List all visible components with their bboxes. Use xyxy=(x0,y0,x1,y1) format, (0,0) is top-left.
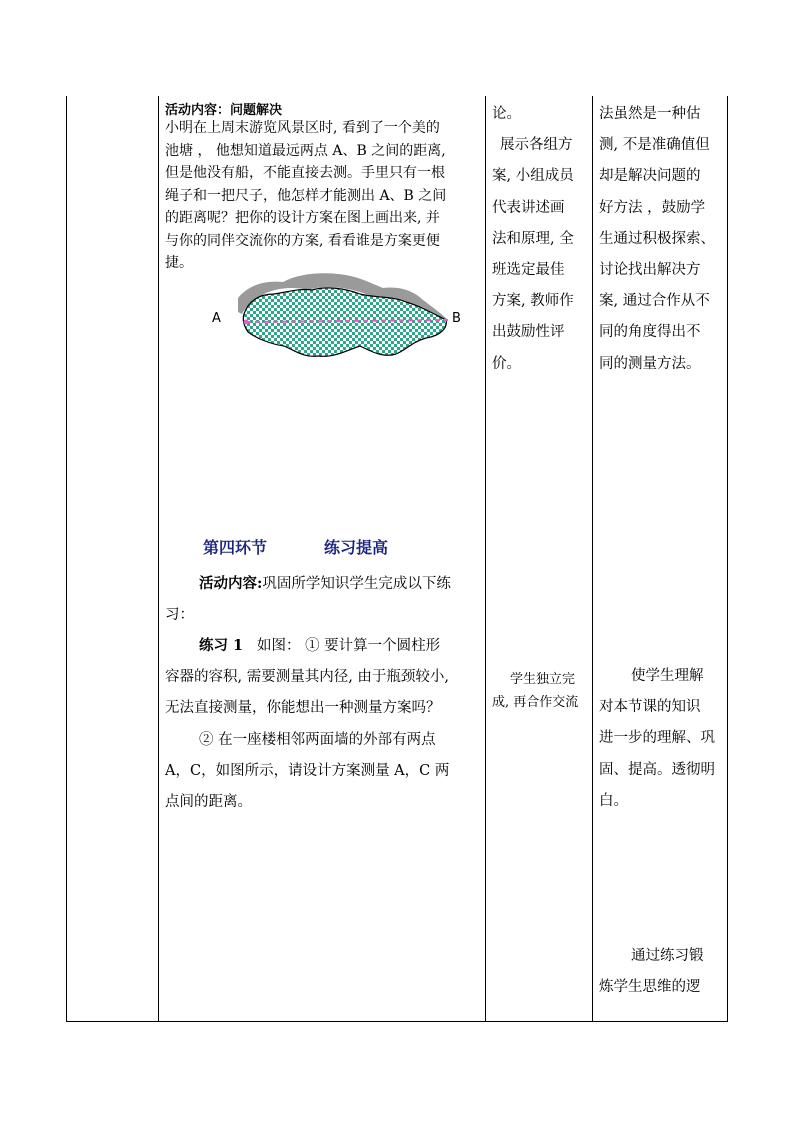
activity2-label: 活动内容: xyxy=(199,575,263,592)
problem-line: 捷。 xyxy=(165,255,193,271)
col4-mid-line: 固、提高。透彻明 xyxy=(599,761,715,778)
col4-mid-line: 进一步的理解、巩 xyxy=(599,730,715,747)
table-col-divider-1 xyxy=(158,96,159,1022)
col4-line: 同的测量方法。 xyxy=(599,355,701,372)
pond-figure-svg xyxy=(208,266,468,366)
col4-line: 案, 通过合作从不 xyxy=(599,293,710,310)
problem-line: 与你的同伴交流你的方案, 看看谁是方案更便 xyxy=(165,232,440,249)
ex1-line-1 xyxy=(199,634,440,655)
ex2-line-3: 点间的距离。 xyxy=(165,794,252,810)
table-col-divider-3 xyxy=(592,96,593,1022)
activity2-line-1 xyxy=(199,572,451,593)
col3-line: 班选定最佳 xyxy=(492,262,565,279)
col3-line: 方案, 教师作 xyxy=(492,293,574,310)
col4-mid-line: 白。 xyxy=(599,792,628,809)
col4-line: 生通过积极探索、 xyxy=(599,230,715,247)
ex1-line-3: 无法直接测量，你能想出一种测量方案吗？ xyxy=(165,700,441,716)
ex1-label: 练习 1 xyxy=(199,637,244,654)
col4-line: 测, 不是准确值但 xyxy=(599,137,710,154)
col3-line: 代表讲述画 xyxy=(492,199,565,216)
table-left-border xyxy=(66,96,67,1022)
problem-line: 但是他没有船，不能直接去测。手里只有一根 xyxy=(165,165,445,181)
col3-line: 论。 xyxy=(492,106,521,122)
col4-top-text xyxy=(599,99,723,380)
table-right-border xyxy=(727,96,728,1022)
ex2-line-1: ② 在一座楼相邻两面墙的外部有两点 xyxy=(199,732,436,748)
activity2-text: 巩固所学知识学生完成以下练 xyxy=(262,576,451,592)
col4-mid-line: 对本节课的知识 xyxy=(599,699,701,716)
col3-line: 价。 xyxy=(492,355,521,372)
col4-line: 讨论找出解决方 xyxy=(599,262,701,279)
col4-mid-text xyxy=(599,661,723,817)
col4-line: 法虽然是一种估 xyxy=(599,106,701,122)
activity2-line-2: 习： xyxy=(165,607,194,623)
problem-text xyxy=(165,117,480,275)
problem-line: 绳子和一把尺子，他怎样才能测出 A、B 之间 xyxy=(165,187,447,204)
col4-line: 却是解决问题的 xyxy=(599,168,701,185)
table-col-divider-2 xyxy=(485,96,486,1022)
col4-bottom-line: 通过练习锻 xyxy=(631,948,704,964)
col4-bottom-line: 炼学生思维的逻 xyxy=(599,979,701,996)
ex1-text: 如图： ① 要计算一个圆柱形 xyxy=(256,638,441,654)
col3-line: 展示各组方 xyxy=(500,137,573,154)
section-subtitle: 练习提高 xyxy=(324,538,389,557)
pond-figure xyxy=(208,266,468,366)
problem-line: 池塘 ， 他想知道最远两点 A、B 之间的距离, xyxy=(165,142,446,159)
table-bottom-border xyxy=(66,1021,728,1022)
col3-top-text xyxy=(492,99,586,380)
col3-line: 案, 小组成员 xyxy=(492,168,574,185)
problem-line: 小明在上周末游览风景区时, 看到了一个美的 xyxy=(165,120,440,136)
problem-line: 的距离呢？把你的设计方案在图上画出来, 并 xyxy=(165,210,440,226)
section-title: 第四环节 xyxy=(203,538,268,557)
col4-bottom-text xyxy=(599,941,723,1003)
col3-line: 出鼓励性评 xyxy=(492,324,565,341)
col3-mid-line-2: 成, 再合作交流 xyxy=(492,695,579,710)
ex2-line-2: A，C，如图所示，请设计方案测量 A，C 两 xyxy=(165,763,450,779)
point-a-label: A xyxy=(212,311,221,326)
point-b-label: B xyxy=(452,311,461,326)
point-a-marker xyxy=(244,320,249,325)
ex1-line-2: 容器的容积, 需要测量其内径, 由于瓶颈较小, xyxy=(165,669,450,685)
col3-line: 法和原理, 全 xyxy=(492,230,574,247)
col3-mid-line-1: 学生独立完 xyxy=(510,672,576,687)
col4-mid-line: 使学生理解 xyxy=(631,668,704,684)
col4-line: 同的角度得出不 xyxy=(599,324,701,341)
activity-label: 活动内容：问题解决 xyxy=(165,103,283,118)
col4-line: 好方法 ，鼓励学 xyxy=(599,199,706,216)
